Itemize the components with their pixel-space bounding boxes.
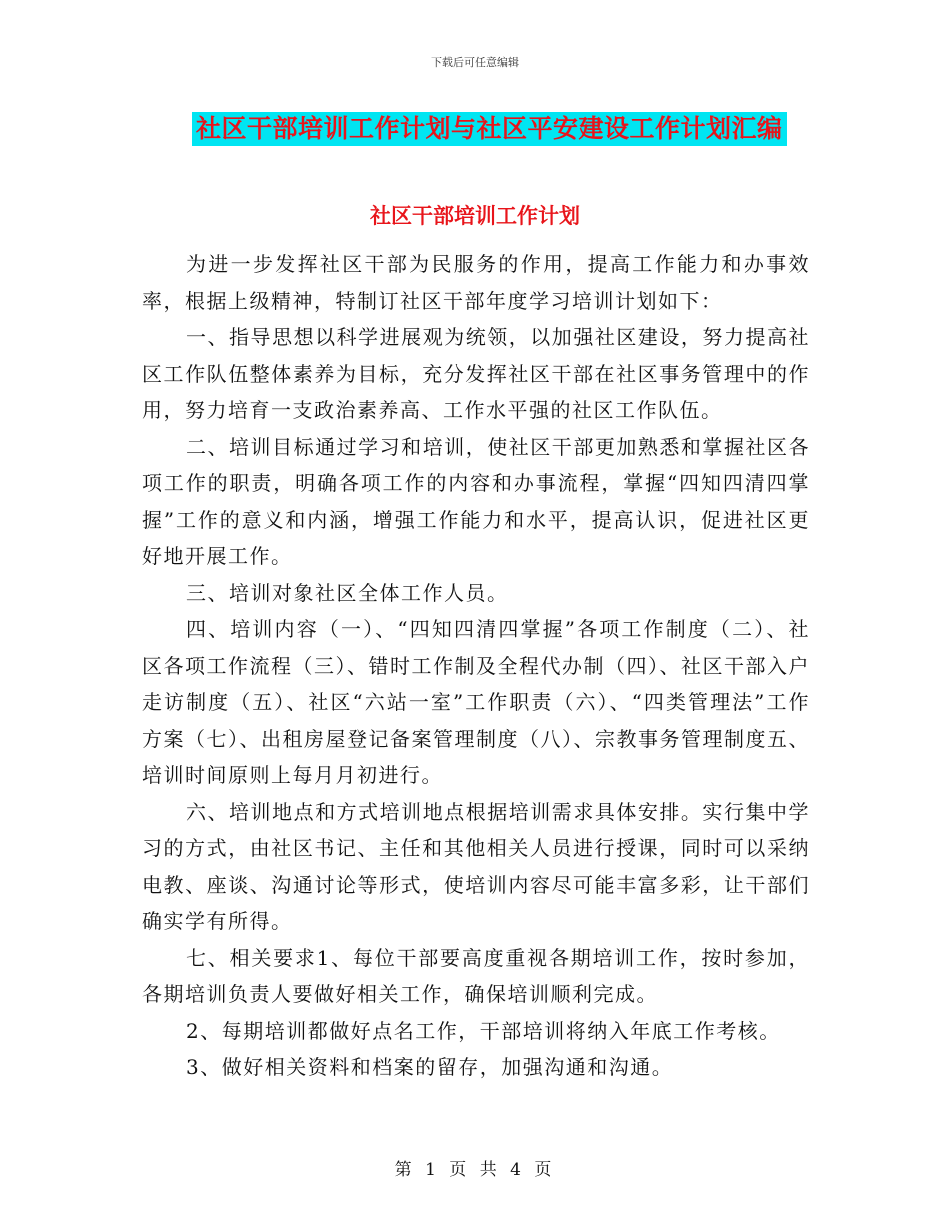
paragraph-requirement-2: 2、每期培训都做好点名工作，干部培训将纳入年底工作考核。 — [186, 1018, 781, 1043]
paragraph-training-goal: 二、培训目标通过学习和培训，使社区干部更加熟悉和掌握社区各项工作的职责，明确各项工作的内容和办事流程，掌握“四知四清四掌握”工作的意义和内涵，增强工作能力和水平，提高认识，促进社区更好地开展工作。 — [142, 434, 810, 568]
paragraph-guiding-thought: 一、指导思想以科学进展观为统领，以加强社区建设，努力提高社区工作队伍整体素养为目标，充分发挥社区干部在社区事务管理中的作用，努力培育一支政治素养高、工作水平强的社区工作队伍。 — [142, 325, 810, 422]
paragraph-training-target: 三、培训对象社区全体工作人员。 — [186, 580, 509, 605]
header-note: 下载后可任意编辑 — [431, 56, 519, 69]
main-title: 社区干部培训工作计划与社区平安建设工作计划汇编 — [192, 112, 787, 146]
page-footer: 第 1 页 共 4 页 — [394, 1160, 556, 1180]
main-title-container — [192, 112, 787, 146]
paragraph-location-method: 六、培训地点和方式培训地点根据培训需求具体安排。实行集中学习的方式，由社区书记、主任和其他相关人员进行授课，同时可以采纳电教、座谈、沟通讨论等形式，使培训内容尽可能丰富多彩，让干部们确实学有所得。 — [142, 799, 810, 933]
paragraph-training-content: 四、培训内容（一）、“四知四清四掌握”各项工作制度（二）、社区各项工作流程（三）、错时工作制及全程代办制（四）、社区干部入户走访制度（五）、社区“六站一室”工作职责（六）、“四类管理法”工作方案（七）、出租房屋登记备案管理制度（八）、宗教事务管理制度五、培训时间原则上每月月初进行。 — [142, 617, 810, 787]
paragraph-requirement-3: 3、做好相关资料和档案的留存，加强沟通和沟通。 — [186, 1055, 674, 1079]
paragraph-intro: 为进一步发挥社区干部为民服务的作用，提高工作能力和办事效率，根据上级精神，特制订社区干部年度学习培训计划如下： — [142, 252, 810, 313]
document-body — [142, 246, 810, 1086]
section-title: 社区干部培训工作计划 — [370, 204, 580, 228]
paragraph-requirements: 七、相关要求1、每位干部要高度重视各期培训工作，按时参加，各期培训负责人要做好相关工作，确保培训顺利完成。 — [142, 945, 810, 1006]
